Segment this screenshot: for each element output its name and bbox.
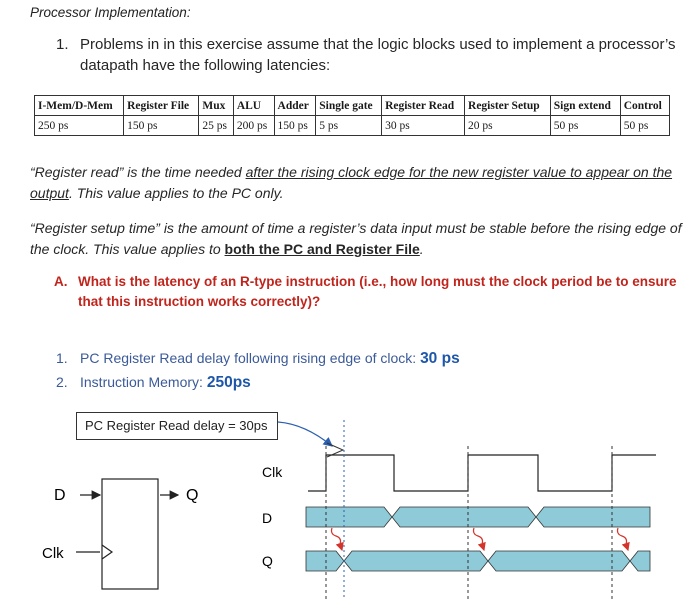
value-mux: 25 ps (199, 116, 233, 136)
prop-arrow-1 (332, 528, 343, 550)
header-register-setup: Register Setup (465, 96, 551, 116)
flipflop-box (102, 479, 158, 589)
timing-d-label: D (262, 510, 273, 526)
value-single-gate: 5 ps (316, 116, 382, 136)
header-alu: ALU (233, 96, 274, 116)
d-segment-2 (392, 507, 536, 527)
step-1-value: 30 ps (420, 350, 460, 367)
step-1-text: PC Register Read delay following rising edge of clock: (80, 350, 421, 366)
reg-read-pre: “Register read” is the time needed (30, 164, 246, 180)
value-register-file: 150 ps (124, 116, 199, 136)
prop-arrow-3 (618, 528, 629, 550)
step-2-value: 250ps (206, 374, 251, 391)
section-header: Processor Implementation: (30, 5, 191, 20)
prop-arrow-2 (474, 528, 485, 550)
ff-clk-label: Clk (42, 545, 64, 562)
question-a-text: What is the latency of an R-type instruction (i.e., how long must the clock period be to ensure that this instruction works correctly)? (78, 274, 677, 309)
step-2-text: Instruction Memory: (80, 374, 207, 390)
question-a-label: A. (54, 274, 68, 289)
header-single-gate: Single gate (316, 96, 382, 116)
step-2-number: 2. (56, 374, 68, 390)
q-segment-3 (488, 551, 630, 571)
clock-waveform (308, 455, 656, 491)
header-register-file: Register File (124, 96, 199, 116)
problem-text: Problems in in this exercise assume that the logic blocks used to implement a processor’s datapath have the following latencies: (80, 36, 676, 74)
reg-read-post: . This value applies to the PC only. (68, 185, 284, 201)
value-register-setup: 20 ps (465, 116, 551, 136)
reg-setup-post: . (419, 241, 424, 257)
value-sign-extend: 50 ps (550, 116, 620, 136)
callout-box: PC Register Read delay = 30ps (76, 412, 278, 440)
q-segment-4 (630, 551, 650, 571)
ff-q-label: Q (186, 487, 199, 504)
header-mux: Mux (199, 96, 233, 116)
value-register-read: 30 ps (382, 116, 465, 136)
reg-setup-pre: “Register setup time” is the amount of time a register’s data input must be stable before the rising edge of the clock. This value applies to (30, 220, 682, 257)
value-control: 50 ps (620, 116, 669, 136)
q-segment-2 (344, 551, 488, 571)
step-1-number: 1. (56, 350, 68, 366)
header-adder: Adder (274, 96, 316, 116)
reg-setup-bold: both the PC and Register File (224, 241, 420, 257)
header-control: Control (620, 96, 669, 116)
value-alu: 200 ps (233, 116, 274, 136)
header-register-read: Register Read (382, 96, 465, 116)
problem-number: 1. (56, 36, 69, 53)
timing-clk-label: Clk (262, 464, 283, 480)
ff-d-label: D (54, 487, 66, 504)
d-segment-1 (306, 507, 392, 527)
q-segment-1 (306, 551, 344, 571)
callout-arrow (278, 422, 332, 446)
header-sign-extend: Sign extend (550, 96, 620, 116)
reg-read-underlined: after the rising clock edge for the new register value to appear on the output (30, 164, 673, 201)
header-imem: I-Mem/D-Mem (35, 96, 124, 116)
value-imem: 250 ps (35, 116, 124, 136)
d-segment-3 (536, 507, 650, 527)
value-adder: 150 ps (274, 116, 316, 136)
timing-q-label: Q (262, 553, 273, 569)
